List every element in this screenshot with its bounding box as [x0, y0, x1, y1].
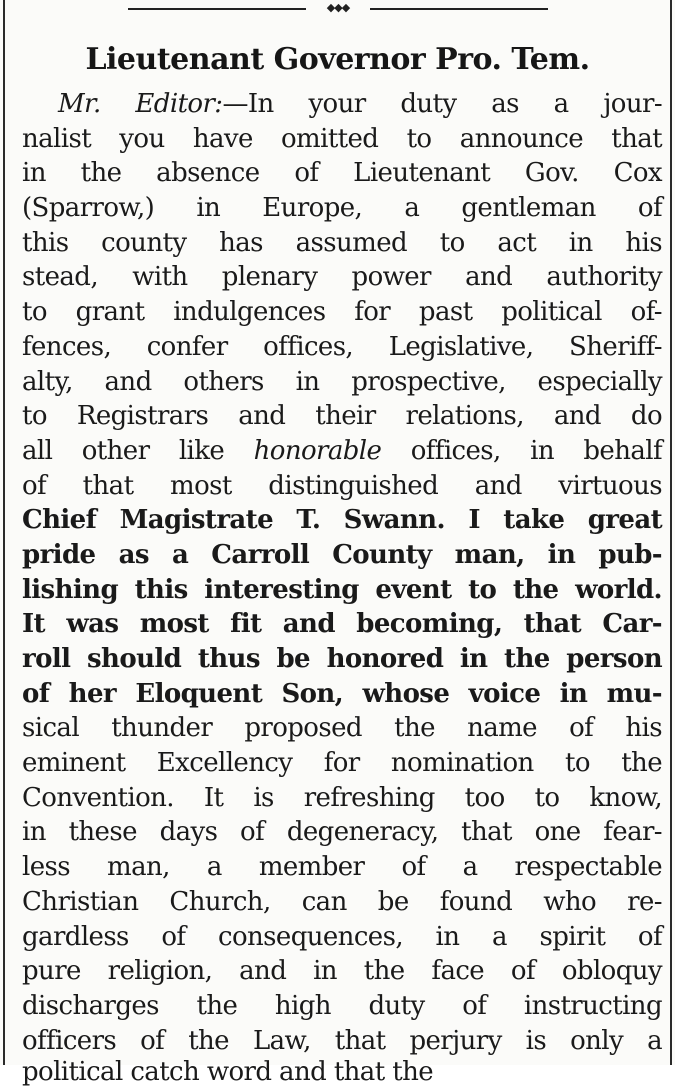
italic-word: honorable — [253, 435, 382, 466]
article-headline: Lieutenant Governor Pro. Tem. — [85, 42, 590, 77]
body-line: fences, confer offices, Legislative, Sheriff- — [22, 331, 662, 362]
body-line: in these days of degeneracy, that one fear- — [22, 817, 662, 848]
body-line: Convention. It is refreshing too to know, — [22, 782, 662, 813]
column-rule-left — [3, 0, 5, 1065]
body-line: gardless of consequences, in a spirit of — [22, 921, 662, 952]
body-line: this county has assumed to act in his — [22, 227, 662, 258]
cut-off-line — [22, 1055, 662, 1087]
body-line: roll should thus be honored in the person — [22, 644, 662, 674]
body-line: of that most distinguished and virtuous — [22, 470, 662, 501]
body-line: discharges the high duty of instructing — [22, 990, 662, 1021]
body-line: nalist you have omitted to announce that — [22, 123, 662, 154]
body-line: all other like honorable offices, in behalf — [22, 435, 663, 466]
body-line: pure religion, and in the face of obloquy — [22, 956, 662, 987]
body-line: in the absence of Lieutenant Gov. Cox — [22, 158, 662, 189]
body-line: to grant indulgences for past political of- — [22, 297, 662, 328]
body-line: lishing this interesting event to the world. — [22, 574, 662, 605]
body-line: pride as a Carroll County man, in pub- — [22, 539, 662, 570]
body-line: of her Eloquent Son, whose voice in mu- — [22, 678, 662, 709]
body-line: officers of the Law, that perjury is only a — [22, 1025, 662, 1056]
ornamental-divider — [128, 1, 548, 14]
body-line: Mr. Editor:—In your duty as a jour- — [58, 89, 663, 119]
body-line: less man, a member of a respectable — [22, 852, 662, 883]
body-line: Chief Magistrate T. Swann. I take great — [22, 505, 662, 536]
divider-diamond-icon: ◆◆◆ — [326, 1, 350, 14]
body-line-cut: political catch word and that the — [22, 1057, 434, 1087]
body-line: eminent Excellency for nomination to the — [22, 748, 662, 779]
body-line: alty, and others in prospective, especially — [22, 366, 662, 397]
divider-bar-left — [128, 8, 306, 10]
body-line: It was most fit and becoming, that Car- — [22, 609, 662, 640]
body-line: (Sparrow,) in Europe, a gentleman of — [22, 193, 662, 224]
article-body — [22, 87, 662, 1058]
body-line: to Registrars and their relations, and do — [22, 401, 662, 432]
body-line: Christian Church, can be found who re- — [22, 886, 662, 917]
salutation: Mr. Editor: — [58, 89, 223, 119]
divider-bar-right — [370, 8, 548, 10]
body-line: stead, with plenary power and authority — [22, 262, 662, 293]
column-rule-right — [670, 0, 672, 1065]
body-line: sical thunder proposed the name of his — [22, 713, 662, 744]
